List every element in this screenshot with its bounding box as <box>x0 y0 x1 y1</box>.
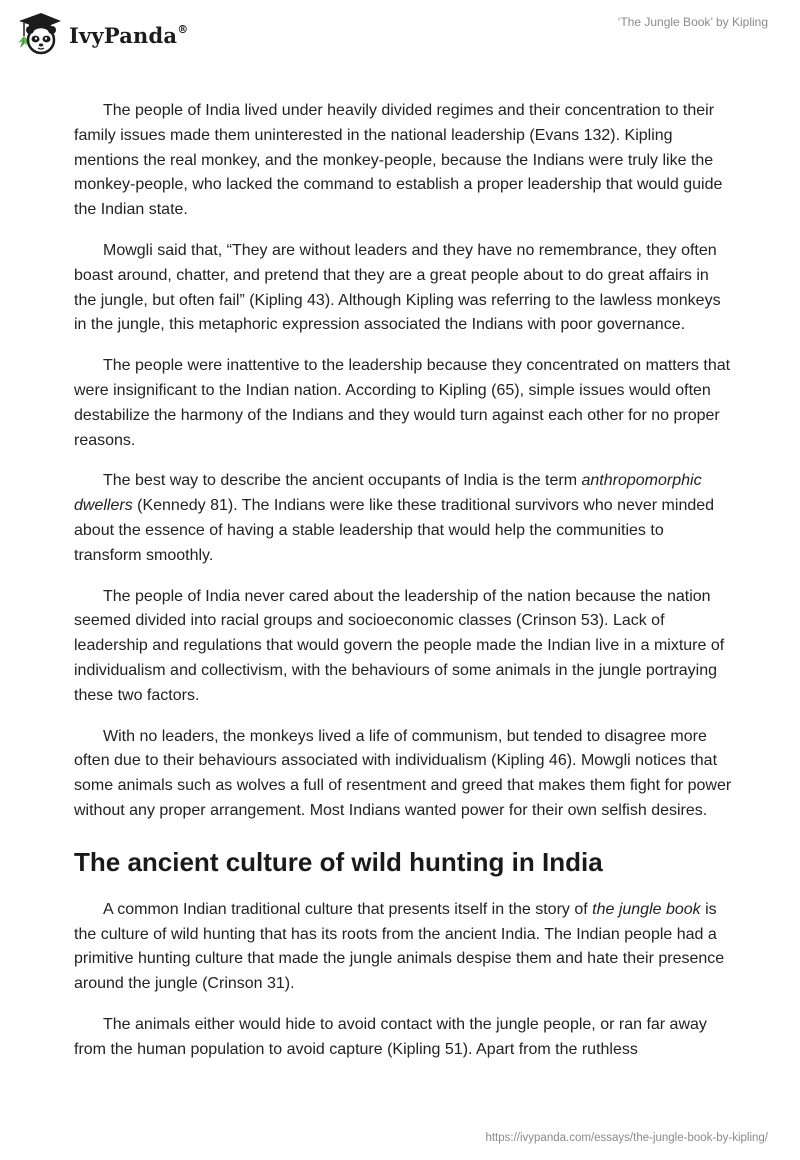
panda-graduate-icon <box>15 10 63 56</box>
paragraph: The animals either would hide to avoid contact with the jungle people, or ran far away from the human population to avoid capture (Kipling 51). Apart from the ruthless <box>74 1015 707 1058</box>
paragraph: The best way to describe the ancient occupants of India is the term anthropomorphic dwellers (Kennedy 81). The Indians were like these traditional survivors who never minded about the essence of having a stable leadership that would help the communities to transform smoothly. <box>74 472 715 564</box>
paragraph: With no leaders, the monkeys lived a life of communism, but tended to disagree more often due to their behaviours associated with individualism (Kipling 46). Mowgli notices that some animals such as wolves a full of resentment and greed that makes them fight for power without any proper arrangement. Most Indians wanted power for their own selfish desires. <box>74 727 732 819</box>
page-header <box>0 0 800 60</box>
paragraph: The people were inattentive to the leadership because they concentrated on matters that were insignificant to the Indian nation. According to Kipling (65), simple issues would often destabilize the harmony of the Indians and they would turn against each other for no proper reasons. <box>74 357 731 449</box>
section-heading: The ancient culture of wild hunting in India <box>74 846 603 877</box>
source-url[interactable]: https://ivypanda.com/essays/the-jungle-book-by-kipling/ <box>485 1132 768 1144</box>
paragraph: The people of India lived under heavily divided regimes and their concentration to their family issues made them uninterested in the national leadership (Evans 132). Kipling mentions the real monkey, and the monkey-people, because the Indians were truly like the monkey-people, who lacked the command to establish a proper leadership that would guide the Indian state. <box>74 102 723 219</box>
document-title: ‘The Jungle Book’ by Kipling <box>617 15 768 29</box>
paragraph: Mowgli said that, “They are without leaders and they have no remembrance, they often boast around, chatter, and pretend that they are a great people about to do great affairs in the jungle, but often fail” (Kipling 43). Although Kipling was referring to the lawless monkeys in the jungle, this metaphoric expression associated the Indians with poor governance. <box>74 241 721 334</box>
paragraph: The people of India never cared about the leadership of the nation because the nation seemed divided into racial groups and socioeconomic classes (Crinson 53). Lack of leadership and regulations that would govern the people made the Indian live in a mixture of individualism and collectivism, with the behaviours of some animals in the jungle portraying these two factors. <box>74 587 725 704</box>
emphasized-title: the jungle book <box>592 900 701 918</box>
essay-content <box>74 99 734 1079</box>
ivypanda-logo[interactable] <box>15 10 188 56</box>
paragraph: A common Indian traditional culture that presents itself in the story of the jungle book is the culture of wild hunting that has its roots from the ancient India. The Indian people had a primitive hunting culture that made the jungle animals despise them and hate their presence around the jungle (Crinson 31). <box>74 900 725 993</box>
emphasized-term: anthropomorphic dwellers <box>74 472 702 515</box>
logo-wordmark: IvyPanda® <box>69 22 189 48</box>
